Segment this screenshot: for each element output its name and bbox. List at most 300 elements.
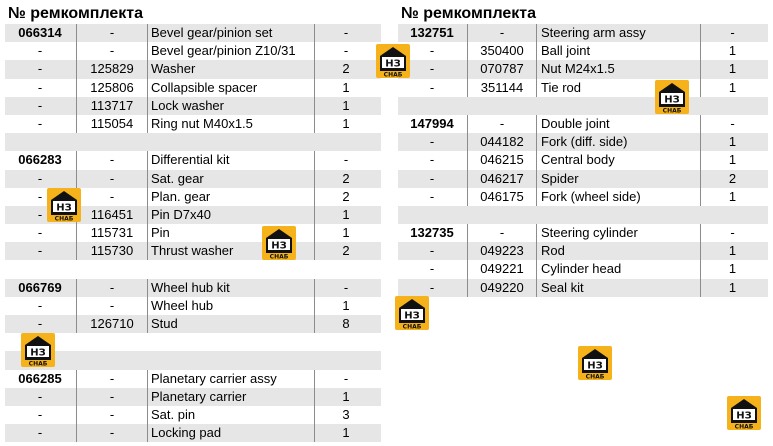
column-separator [314,279,315,297]
svg-text:НЗ: НЗ [736,410,752,422]
right-table-body [398,24,768,315]
column-separator [76,170,77,188]
quantity-cell: - [343,279,349,295]
kit-number-cell: 066314 [18,25,62,40]
part-number-cell: 046217 [480,170,524,186]
part-number-cell: 049221 [480,261,524,277]
kit-number-cell: - [429,261,435,277]
column-separator [700,133,701,151]
column-separator [76,151,77,169]
description-cell: Locking pad [151,425,222,441]
column-separator [314,370,315,388]
column-separator [700,170,701,188]
svg-text:СНАБ: СНАБ [269,253,289,260]
quantity-cell: 1 [342,115,350,131]
column-separator [314,79,315,97]
description-cell: Pin [151,225,170,241]
part-number-cell: - [499,115,505,131]
part-number-cell: - [109,279,115,295]
column-separator [700,279,701,297]
column-separator [467,24,468,42]
column-separator [467,42,468,60]
kit-number-cell: - [37,79,43,95]
column-separator [314,388,315,406]
kit-number-cell [398,97,466,115]
description-cell: Bevel gear/pinion set [151,25,273,40]
description-cell: Steering arm assy [541,25,646,40]
quantity-cell: 1 [342,97,350,113]
column-separator [147,224,148,242]
column-separator [536,115,537,133]
svg-text:НЗ: НЗ [664,94,680,106]
column-separator [536,24,537,42]
description-cell: Ring nut M40x1.5 [151,115,253,131]
description-cell: Planetary carrier [151,388,247,404]
column-separator [700,115,701,133]
quantity-cell: 1 [728,279,737,295]
quantity-cell: 1 [342,297,350,313]
table-row [398,79,768,97]
column-separator [700,260,701,278]
table-spacer-row [5,133,381,151]
quantity-cell: 1 [728,134,737,150]
quantity-cell: 1 [728,79,737,95]
column-separator [76,79,77,97]
table-row [398,170,768,188]
part-number-cell: 046175 [480,188,524,204]
column-separator [147,115,148,133]
quantity-cell: 1 [728,61,737,77]
kit-number-cell: - [37,297,43,313]
column-separator [147,388,148,406]
kit-number-cell [5,260,75,278]
part-number-cell: - [109,25,115,40]
kit-number-cell: - [37,97,43,113]
kit-number-cell: - [429,243,435,259]
table-spacer-row [5,260,381,278]
kit-number-cell: - [429,43,435,59]
description-cell: Differential kit [151,152,230,168]
nz-snab-logo [578,346,612,380]
quantity-cell [701,97,764,115]
column-separator [467,79,468,97]
kit-number-cell: 147994 [410,115,454,131]
quantity-cell: 1 [728,152,737,168]
description-cell [151,260,321,278]
part-number-cell: 044182 [480,134,524,150]
description-cell: Washer [151,61,196,77]
part-number-cell: 070787 [480,61,524,77]
kit-number-cell: - [37,388,43,404]
quantity-cell [701,206,764,224]
description-cell: Seal kit [541,279,584,295]
column-separator [147,188,148,206]
column-separator [700,24,701,42]
table-spacer-row [398,206,768,224]
table-row [5,97,381,115]
description-cell [541,297,711,315]
column-separator [314,188,315,206]
kit-number-cell: - [429,279,435,295]
column-separator [536,42,537,60]
column-separator [147,297,148,315]
description-cell: Tie rod [541,79,581,95]
table-row [5,388,381,406]
kit-number-cell: - [37,425,43,441]
column-separator [467,151,468,169]
part-number-cell: - [109,406,115,422]
column-separator [467,224,468,242]
description-cell: Fork (wheel side) [541,188,641,204]
kit-number-cell: - [429,188,435,204]
quantity-cell [701,297,764,315]
table-row [5,242,381,260]
description-cell: Planetary carrier assy [151,370,277,386]
svg-text:НЗ: НЗ [271,240,287,252]
quantity-cell: - [730,115,735,131]
table-row [398,115,768,133]
description-cell: Stud [151,316,178,331]
table-row [398,133,768,151]
description-cell: Sat. gear [151,170,204,186]
quantity-cell: - [730,25,735,40]
table-row [5,24,381,42]
part-number-cell: - [499,25,505,40]
table-row [398,60,768,78]
kit-number-cell: - [37,115,43,131]
column-separator [76,24,77,42]
quantity-cell: 1 [728,261,737,277]
part-number-cell: - [109,43,115,59]
column-separator [147,170,148,188]
table-row [5,151,381,169]
kit-number-cell: 132735 [410,225,454,241]
svg-text:СНАБ: СНАБ [402,323,422,330]
svg-text:СНАБ: СНАБ [28,360,48,367]
svg-text:СНАБ: СНАБ [734,423,754,430]
description-cell: Double joint [541,115,610,131]
column-separator [76,279,77,297]
column-separator [314,24,315,42]
quantity-cell: 1 [342,206,350,222]
table-row [398,279,768,297]
table-row [5,115,381,133]
description-cell [151,133,321,151]
nz-snab-logo [395,296,429,330]
svg-text:СНАБ: СНАБ [54,215,74,222]
part-number-cell: 113717 [90,97,134,113]
column-separator [536,279,537,297]
column-separator [147,60,148,78]
description-cell: Rod [541,243,565,259]
svg-text:НЗ: НЗ [587,360,603,372]
quantity-cell: 2 [728,170,737,186]
column-separator [700,242,701,260]
description-cell: Bevel gear/pinion Z10/31 [151,43,296,59]
quantity-cell: 1 [728,188,737,204]
column-separator [314,170,315,188]
column-separator [147,24,148,42]
quantity-cell: 1 [728,43,737,59]
quantity-cell [315,133,377,151]
column-separator [147,97,148,115]
column-separator [76,370,77,388]
kit-number-cell: - [37,406,43,422]
description-cell: Plan. gear [151,188,211,204]
kit-number-cell: - [429,152,435,168]
column-separator [700,60,701,78]
part-number-cell [77,351,147,369]
kit-number-cell [5,133,75,151]
column-separator [147,406,148,424]
column-separator [700,151,701,169]
part-number-cell: 116451 [90,206,134,222]
description-cell [151,333,321,351]
kit-number-cell: - [37,43,43,59]
column-separator [314,297,315,315]
part-number-cell: 046215 [480,152,524,168]
description-cell: Lock washer [151,97,224,113]
quantity-cell [315,351,377,369]
quantity-cell: 2 [342,61,350,77]
nz-snab-logo [727,396,761,430]
description-cell: Fork (diff. side) [541,134,628,150]
description-cell: Sat. pin [151,406,196,422]
table-row [5,224,381,242]
column-separator [76,242,77,260]
part-number-cell: 115730 [90,243,134,259]
quantity-cell [315,260,377,278]
column-separator [76,42,77,60]
column-separator [536,260,537,278]
column-separator [314,242,315,260]
description-cell: Wheel hub [151,297,214,313]
column-separator [536,60,537,78]
nz-snab-logo [376,44,410,78]
column-separator [314,60,315,78]
description-cell: Ball joint [541,43,591,59]
column-separator [314,42,315,60]
description-cell: Wheel hub kit [151,279,230,295]
nz-snab-logo [21,333,55,367]
column-separator [536,133,537,151]
kit-number-cell: - [37,206,43,222]
table-spacer-row [5,333,381,351]
part-number-cell [77,333,147,351]
column-separator [147,315,148,333]
column-separator [314,115,315,133]
table-row [398,242,768,260]
table-spacer-row [398,94,768,115]
nz-snab-logo [262,226,296,260]
table-row [398,224,768,242]
part-number-cell: 126710 [90,316,134,331]
column-separator [467,115,468,133]
right-table-heading: № ремкомплекта [401,5,537,22]
quantity-cell: - [343,370,349,386]
quantity-cell: 1 [342,425,350,441]
quantity-cell: 1 [342,225,350,241]
column-separator [700,188,701,206]
kit-number-cell: - [37,225,43,241]
column-separator [700,224,701,242]
column-separator [467,133,468,151]
quantity-cell: 2 [342,188,350,204]
part-number-cell: - [109,170,115,186]
column-separator [147,370,148,388]
column-separator [536,170,537,188]
column-separator [147,206,148,224]
kit-number-cell: 066283 [18,152,62,168]
column-separator [314,151,315,169]
column-separator [314,206,315,224]
column-separator [147,279,148,297]
column-separator [467,242,468,260]
kit-number-cell: - [37,316,43,331]
column-separator [76,424,77,442]
quantity-cell: 1 [728,243,737,259]
part-number-cell: 125829 [90,61,134,77]
part-number-cell: 351144 [480,79,524,95]
column-separator [76,315,77,333]
column-separator [467,170,468,188]
quantity-cell: 2 [342,243,350,259]
table-row [398,24,768,42]
description-cell: Thrust washer [151,243,234,259]
kit-number-cell: 132751 [410,25,454,40]
table-row [5,297,381,315]
table-row [5,170,381,188]
quantity-cell: 2 [342,170,350,186]
right-parts-table [398,0,768,315]
part-number-cell [468,297,536,315]
part-number-cell [468,206,536,224]
part-number-cell: - [109,425,115,441]
description-cell: Cylinder head [541,261,622,277]
column-separator [314,97,315,115]
column-separator [76,60,77,78]
column-separator [76,97,77,115]
kit-number-cell [398,206,466,224]
svg-text:СНАБ: СНАБ [662,107,682,114]
column-separator [467,260,468,278]
quantity-cell: - [730,225,735,241]
table-row [5,370,381,388]
column-separator [76,224,77,242]
kit-number-cell: - [429,134,435,150]
table-row [5,60,381,78]
table-row [398,188,768,206]
quantity-cell: - [343,152,349,168]
table-row [398,42,768,60]
column-separator [467,188,468,206]
nz-snab-logo [655,80,689,114]
column-separator [536,151,537,169]
table-row [5,406,381,424]
kit-number-cell: - [429,79,435,95]
table-row [5,279,381,297]
part-number-cell [77,133,147,151]
quantity-cell: 3 [342,406,350,422]
part-number-cell [77,260,147,278]
svg-text:НЗ: НЗ [56,202,72,214]
description-cell: Collapsible spacer [151,79,258,95]
column-separator [76,406,77,424]
column-separator [76,115,77,133]
quantity-cell: 1 [342,388,350,404]
part-number-cell [468,97,536,115]
column-separator [76,388,77,406]
kit-number-cell: 066769 [18,279,62,295]
kit-number-cell: - [37,188,43,204]
table-row [5,424,381,442]
column-separator [536,224,537,242]
table-row [398,151,768,169]
column-separator [314,224,315,242]
part-number-cell: - [109,370,115,386]
table-row [5,315,381,333]
part-number-cell: - [499,225,505,241]
kit-number-cell: - [429,170,435,186]
kit-number-cell: - [37,243,43,259]
column-separator [536,242,537,260]
column-separator [314,424,315,442]
column-separator [76,297,77,315]
part-number-cell: 350400 [480,43,524,59]
part-number-cell: - [109,388,115,404]
table-spacer-row [5,351,381,369]
column-separator [536,79,537,97]
column-separator [467,279,468,297]
svg-text:СНАБ: СНАБ [383,71,403,78]
description-cell [151,351,321,369]
svg-text:СНАБ: СНАБ [585,373,605,380]
part-number-cell: 115731 [90,225,134,241]
description-cell: Central body [541,152,615,168]
quantity-cell: 8 [342,316,350,331]
table-row [398,260,768,278]
left-table-body [5,24,381,442]
column-separator [314,315,315,333]
column-separator [147,42,148,60]
column-separator [147,424,148,442]
kit-number-cell: - [37,61,43,77]
description-cell: Nut M24x1.5 [541,61,615,77]
column-separator [314,406,315,424]
column-separator [700,42,701,60]
description-cell [541,206,711,224]
column-separator [147,151,148,169]
table-spacer-row [398,297,768,315]
table-row [5,79,381,97]
column-separator [536,188,537,206]
description-cell: Steering cylinder [541,225,638,241]
left-table-heading: № ремкомплекта [8,5,144,22]
column-separator [467,60,468,78]
svg-text:НЗ: НЗ [404,310,420,322]
column-separator [147,79,148,97]
kit-number-cell: 066285 [18,370,62,386]
description-cell: Pin D7x40 [151,206,211,222]
quantity-cell: 1 [342,79,350,95]
quantity-cell [315,333,377,351]
quantity-cell: - [343,43,349,59]
kit-number-cell: - [429,61,435,77]
column-separator [700,79,701,97]
part-number-cell: 049223 [480,243,524,259]
description-cell: Spider [541,170,579,186]
part-number-cell: - [109,297,115,313]
